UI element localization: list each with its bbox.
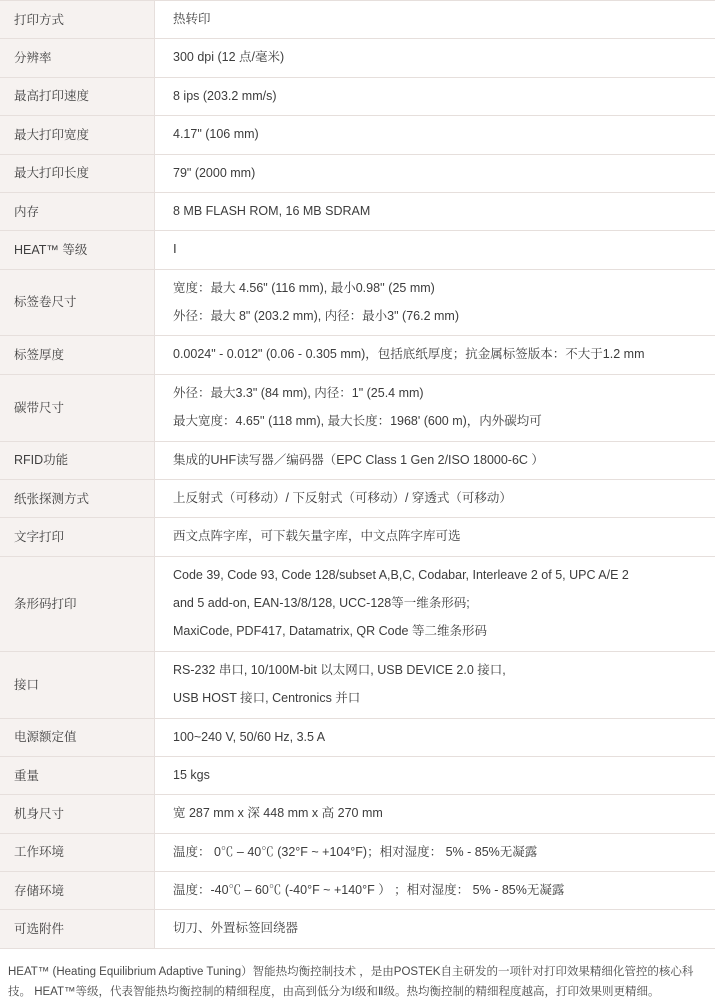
table-row <box>0 1 715 39</box>
spec-value-line: Ⅰ <box>173 240 705 259</box>
table-row <box>0 795 715 833</box>
table-row <box>0 39 715 77</box>
spec-value-cell <box>155 374 715 441</box>
spec-value-cell <box>155 651 715 718</box>
spec-value-line: 0.0024" - 0.012" (0.06 - 0.305 mm)，包括底纸厚度；抗金属标签版本：不大于1.2 mm <box>173 345 705 364</box>
spec-label-cell: HEAT™ 等级 <box>0 231 155 269</box>
spec-value-line: 温度： 0℃ – 40℃ (32°F ~ +104°F)；相对湿度： 5% - 85%无凝露 <box>173 843 705 862</box>
table-row <box>0 231 715 269</box>
table-row <box>0 269 715 336</box>
spec-value-cell <box>155 154 715 192</box>
spec-value-line: 宽度：最大 4.56" (116 mm), 最小0.98'' (25 mm) <box>173 279 705 298</box>
spec-value-line: 15 kgs <box>173 766 705 785</box>
spec-label-cell: RFID功能 <box>0 441 155 479</box>
spec-label-cell: 碳带尺寸 <box>0 374 155 441</box>
table-row <box>0 192 715 230</box>
table-row <box>0 441 715 479</box>
spec-value-line: and 5 add-on, EAN-13/8/128, UCC-128等一维条形码; <box>173 594 705 613</box>
spec-value-cell <box>155 192 715 230</box>
spec-label-cell: 工作环境 <box>0 833 155 871</box>
table-row <box>0 718 715 756</box>
spec-value-line: USB HOST 接口, Centronics 并口 <box>173 689 705 708</box>
table-row <box>0 77 715 115</box>
spec-value-line: MaxiCode, PDF417, Datamatrix, QR Code 等二维条形码 <box>173 622 705 641</box>
spec-label-cell: 重量 <box>0 756 155 794</box>
spec-value-line: 西文点阵字库，可下载矢量字库，中文点阵字库可选 <box>173 527 705 546</box>
spec-value-cell <box>155 910 715 948</box>
spec-value-line: 8 MB FLASH ROM, 16 MB SDRAM <box>173 202 705 221</box>
spec-label-cell: 分辨率 <box>0 39 155 77</box>
spec-label-cell: 标签卷尺寸 <box>0 269 155 336</box>
spec-label-cell: 条形码打印 <box>0 556 155 651</box>
spec-label-cell: 最高打印速度 <box>0 77 155 115</box>
table-row <box>0 756 715 794</box>
spec-value-line: 热转印 <box>173 10 705 29</box>
spec-value-cell <box>155 269 715 336</box>
spec-value-line: 外径：最大 8" (203.2 mm), 内径：最小3" (76.2 mm) <box>173 307 705 326</box>
spec-value-cell <box>155 231 715 269</box>
spec-label-cell: 机身尺寸 <box>0 795 155 833</box>
footnote-text: HEAT™ (Heating Equilibrium Adaptive Tuning）智能热均衡控制技术 ，是由POSTEK自主研发的一项针对打印效果精细化管控的核心科技。 HEAT™等级，代表智能热均衡控制的精细程度，由高到低分为Ⅰ级和Ⅱ级。热均衡控制的精细程度越高，打印效果则更精细。 <box>8 963 703 1002</box>
spec-value-line: RS-232 串口, 10/100M-bit 以太网口, USB DEVICE 2.0 接口, <box>173 661 705 680</box>
spec-value-line: 300 dpi (12 点/毫米) <box>173 48 705 67</box>
spec-label-cell: 接口 <box>0 651 155 718</box>
table-row <box>0 154 715 192</box>
spec-value-cell <box>155 833 715 871</box>
spec-label-cell: 最大打印长度 <box>0 154 155 192</box>
spec-label-cell: 电源额定值 <box>0 718 155 756</box>
spec-value-line: 切刀、外置标签回绕器 <box>173 919 705 938</box>
spec-value-cell <box>155 795 715 833</box>
spec-value-cell <box>155 479 715 517</box>
specifications-table-body <box>0 1 715 949</box>
spec-value-line: 100~240 V, 50/60 Hz, 3.5 A <box>173 728 705 747</box>
spec-value-line: 集成的UHF读写器／编码器（EPC Class 1 Gen 2/ISO 18000-6C ） <box>173 451 705 470</box>
spec-value-line: 8 ips (203.2 mm/s) <box>173 87 705 106</box>
spec-value-cell <box>155 77 715 115</box>
table-row <box>0 651 715 718</box>
spec-value-line: 4.17" (106 mm) <box>173 125 705 144</box>
table-row <box>0 556 715 651</box>
spec-value-line: 79" (2000 mm) <box>173 164 705 183</box>
spec-value-cell <box>155 718 715 756</box>
spec-label-cell: 内存 <box>0 192 155 230</box>
spec-value-line: 最大宽度：4.65'' (118 mm), 最大长度：1968' (600 m)，内外碳均可 <box>173 412 705 431</box>
spec-value-line: 上反射式（可移动）/ 下反射式（可移动）/ 穿透式（可移动） <box>173 489 705 508</box>
table-row <box>0 518 715 556</box>
spec-value-line: Code 39, Code 93, Code 128/subset A,B,C, Codabar, Interleave 2 of 5, UPC A/E 2 <box>173 566 705 585</box>
table-row <box>0 833 715 871</box>
spec-value-cell <box>155 756 715 794</box>
table-row <box>0 374 715 441</box>
spec-value-cell <box>155 39 715 77</box>
table-row <box>0 872 715 910</box>
spec-label-cell: 可选附件 <box>0 910 155 948</box>
table-row <box>0 116 715 154</box>
spec-value-cell <box>155 116 715 154</box>
spec-label-cell: 标签厚度 <box>0 336 155 374</box>
spec-value-cell <box>155 1 715 39</box>
spec-value-line: 温度：-40℃ – 60℃ (-40°F ~ +140°F ） ；相对湿度： 5% - 85%无凝露 <box>173 881 705 900</box>
spec-value-cell <box>155 518 715 556</box>
spec-label-cell: 文字打印 <box>0 518 155 556</box>
spec-value-line: 宽 287 mm x 深 448 mm x 高 270 mm <box>173 804 705 823</box>
spec-label-cell: 存储环境 <box>0 872 155 910</box>
table-row <box>0 479 715 517</box>
spec-value-line: 外径：最大3.3" (84 mm), 内径：1" (25.4 mm) <box>173 384 705 403</box>
spec-value-cell <box>155 336 715 374</box>
spec-value-cell <box>155 556 715 651</box>
spec-label-cell: 最大打印宽度 <box>0 116 155 154</box>
spec-value-cell <box>155 441 715 479</box>
table-row <box>0 910 715 948</box>
spec-value-cell <box>155 872 715 910</box>
footnote <box>0 949 715 1002</box>
spec-label-cell: 纸张探测方式 <box>0 479 155 517</box>
table-row <box>0 336 715 374</box>
spec-label-cell: 打印方式 <box>0 1 155 39</box>
